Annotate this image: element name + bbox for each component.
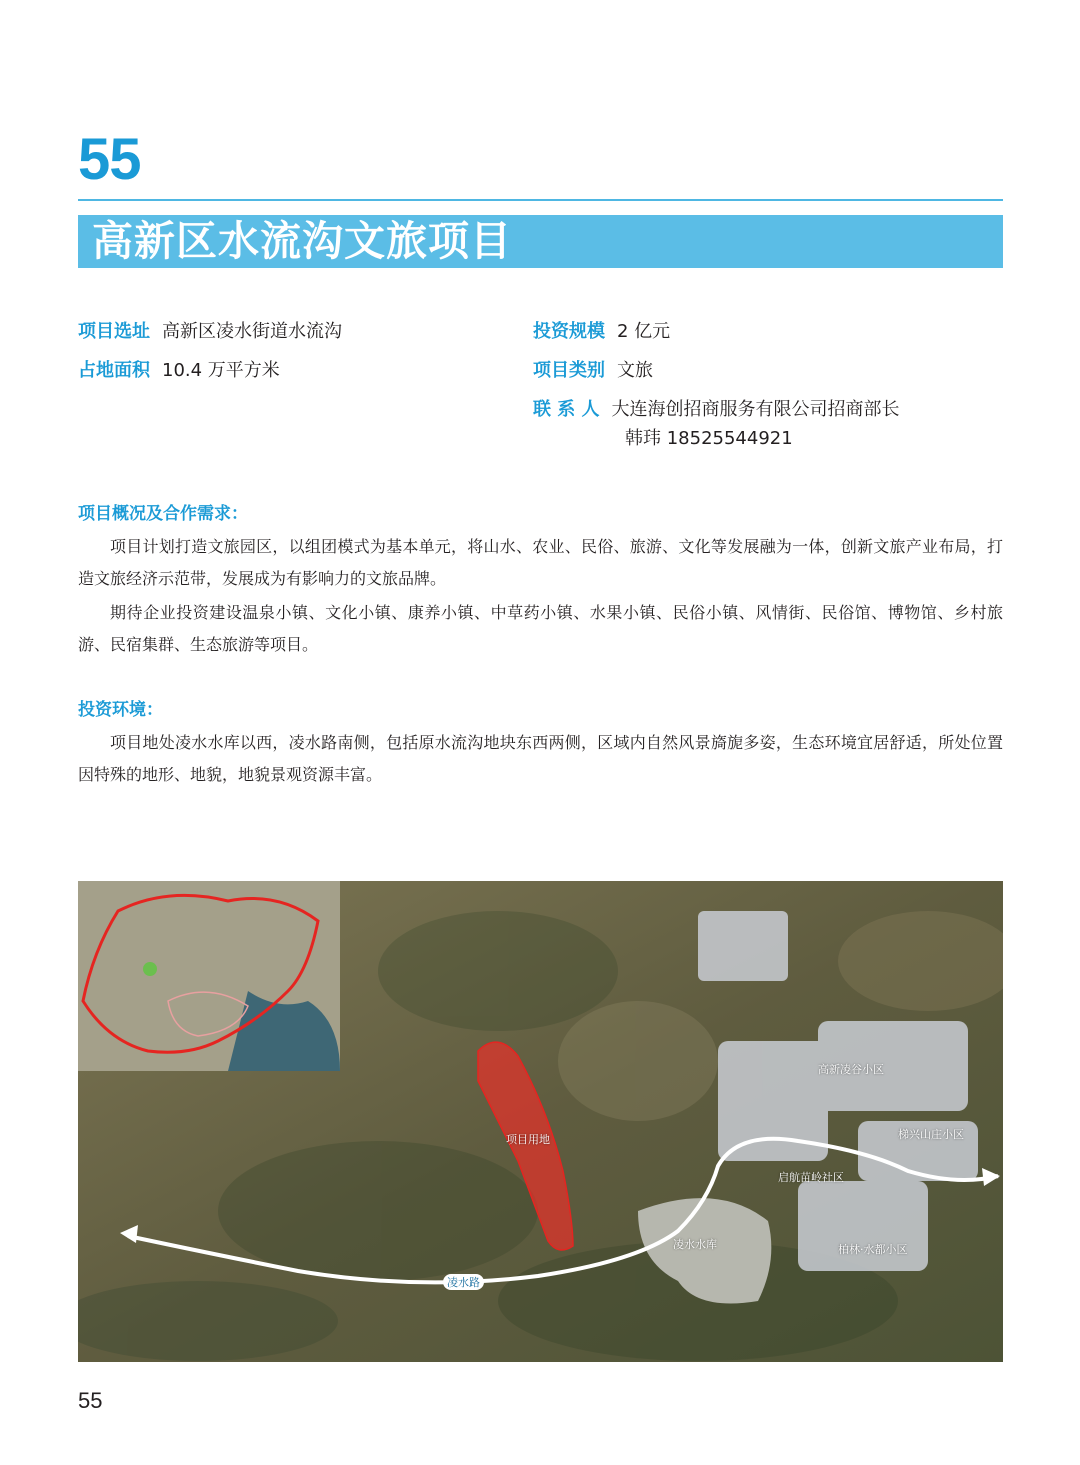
overview-heading: 项目概况及合作需求：	[78, 504, 248, 524]
investment-value: 2 亿元	[617, 321, 671, 342]
overview-paragraph-2: 期待企业投资建设温泉小镇、文化小镇、康养小镇、中草药小镇、水果小镇、民俗小镇、风情街、民俗馆、博物馆、乡村旅游、民宿集群、生态旅游等项目。	[78, 603, 1003, 654]
area-label: 占地面积	[78, 360, 150, 381]
header-divider	[78, 199, 1003, 201]
category-value: 文旅	[617, 360, 653, 381]
investment-label: 投资规模	[533, 321, 605, 342]
map-label-community-3: 启航苗岭社区	[778, 1171, 844, 1184]
map-label-road: 凌水路	[443, 1274, 484, 1290]
environment-paragraph-1: 项目地处凌水水库以西，凌水路南侧，包括原水流沟地块东西两侧，区域内自然风景旖旎多姿，生态环境宜居舒适，所处位置因特殊的地形、地貌，地貌景观资源丰富。	[78, 733, 1003, 784]
contact-line-1: 大连海创招商服务有限公司招商部长	[611, 399, 900, 420]
info-area	[78, 359, 280, 383]
satellite-map	[78, 881, 1003, 1362]
contact-label: 联 系 人	[533, 399, 600, 420]
contact-line-2: 韩玮 18525544921	[625, 428, 793, 449]
page-number: 55	[78, 127, 141, 192]
overview-paragraph-1: 项目计划打造文旅园区，以组团模式为基本单元，将山水、农业、民俗、旅游、文化等发展融为一体，创新文旅产业布局，打造文旅经济示范带，发展成为有影响力的文旅品牌。	[78, 537, 1003, 588]
info-investment	[533, 320, 670, 344]
location-label: 项目选址	[78, 321, 150, 342]
area-value: 10.4 万平方米	[162, 360, 280, 381]
info-category	[533, 359, 653, 383]
page-title: 高新区水流沟文旅项目	[92, 217, 512, 265]
category-label: 项目类别	[533, 360, 605, 381]
inset-map	[78, 881, 340, 1071]
map-label-project-site: 项目用地	[506, 1133, 550, 1146]
map-graphic	[78, 881, 1003, 1362]
map-label-reservoir: 凌水水库	[673, 1238, 717, 1251]
info-contact	[533, 398, 900, 422]
environment-heading: 投资环境：	[78, 700, 163, 720]
map-label-community-4: 柏林·水都小区	[838, 1243, 908, 1256]
map-label-community-2: 梯兴山庄小区	[898, 1128, 964, 1141]
footer-page-number: 55	[78, 1388, 103, 1413]
map-label-community-1: 高新凌谷小区	[818, 1063, 884, 1076]
info-location	[78, 320, 342, 344]
location-value: 高新区凌水街道水流沟	[162, 321, 342, 342]
